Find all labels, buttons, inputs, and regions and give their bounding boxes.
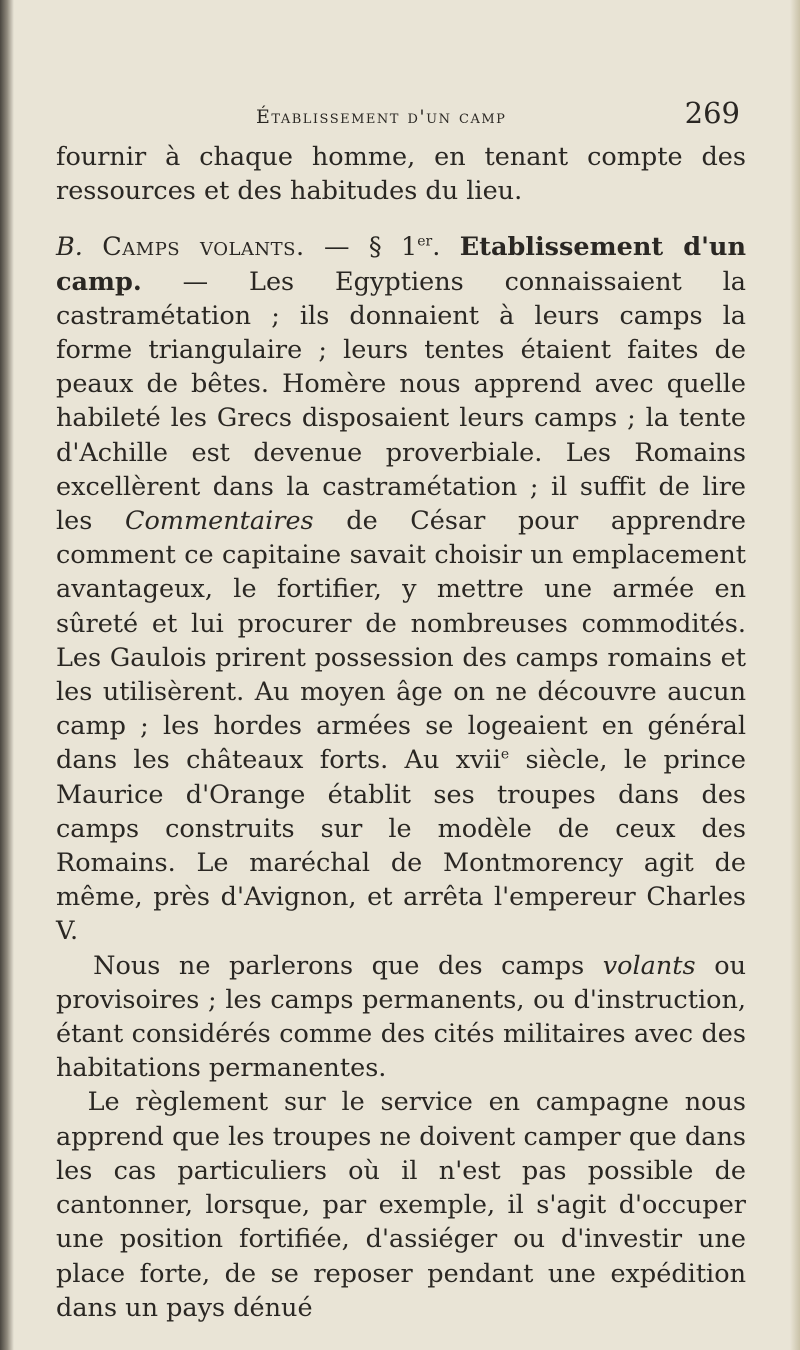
commentaires-title: Commentaires (124, 506, 314, 537)
book-page (56, 94, 746, 1325)
section-dash: — § (304, 232, 402, 263)
paragraph-4 (56, 1085, 746, 1324)
paragraph-2-text-a: — Les Egyptiens connaissaient la castramétation ; ils donnaient à leurs camps la forme triangulaire ; leurs tentes étaient faites de peaux de bêtes. Homère nous apprend avec quelle habileté les Grecs disposaient leurs camps ; la tente d'Achille est devenue proverbiale. Les Romains excellèrent dans la castramétation ; il suffit de lire les (56, 266, 746, 537)
paragraph-3-text-b: ou provisoires ; les camps permanents, ou d'instruction, étant considérés comme des cités militaires avec des habitations permanentes. (56, 950, 746, 1084)
paragraph-3 (56, 949, 746, 1086)
running-head (56, 94, 746, 140)
volants-term: volants (602, 950, 696, 981)
section-number-sup: er (417, 233, 433, 250)
body-text (56, 140, 746, 1325)
page-number: 269 (684, 96, 740, 130)
section-number: 1 (401, 232, 418, 263)
section-title: Etablissement d'un camp. (56, 232, 747, 297)
paragraph-2-text-b: de César pour apprendre comment ce capitaine savait choisir un emplacement avantageux, le fortifier, y mettre une armée en sûreté et lui procurer de nombreuses commodités. Les Gaulois prirent possession des camps romains et les utilisèrent. Au moyen âge on ne découvre aucun camp ; les hordes armées se logeaient en général dans les châteaux forts. Au xvii (56, 506, 746, 776)
page-edge-shadow (0, 0, 14, 1350)
paragraph-4-text: Le règlement sur le service en campagne nous apprend que les troupes ne doivent camper que dans les cas particuliers où il n'est pas possible de cantonner, lorsque, par exemple, il s'agit d'occuper une position fortifiée, d'assiéger ou d'investir une place forte, de se reposer pendant une expédition dans un pays dénué (56, 1087, 746, 1323)
paragraph-3-text-a: Nous ne parlerons que des camps (93, 950, 603, 981)
page-edge-right (790, 0, 800, 1350)
paragraph-1: fournir à chaque homme, en tenant compte des ressources et des habitudes du lieu. (56, 142, 746, 207)
section-heading: Camps volants. (102, 232, 305, 263)
paragraph-2-text-c: siècle, le prince Maurice d'Orange établit ses troupes dans des camps construits sur le modèle de ceux des Romains. Le maréchal de Montmorency agit de même, près d'Avignon, et arrêta l'empereur Charles V. (56, 745, 746, 947)
century-sup: e (500, 746, 510, 763)
section-letter: B. (56, 232, 83, 263)
paragraph-2: B. Camps volants. — § 1er. Etablissement d'un camp. — Les Egyptiens connaissaient la castramétation ; ils donnaient à leurs camps la forme triangulaire ; leurs tentes étaient faites de peaux de bêtes. Homère nous apprend avec quelle habileté les Grecs disposaient leurs camps ; la tente d'Achille est devenue proverbiale. Les Romains excellèrent dans la castramétation ; il suffit de lire les Commentaires de César pour apprendre comment ce capitaine savait choisir un emplacement avantageux, le fortifier, y mettre une armée en sûreté et lui procurer de nombreuses commodités. Les Gaulois prirent possession des camps romains et les utilisèrent. Au moyen âge on ne découvre aucun camp ; les hordes armées se logeaient en général dans les châteaux forts. Au xvii$^e$ siècle, le prince Maurice d'Orange établit ses troupes dans des camps construits sur le modèle de ceux des Romains. Le maréchal de Montmorency agit de même, près d'Avignon, et arrêta l'empereur Charles V. (56, 232, 747, 947)
running-title: Établissement d'un camp (256, 106, 507, 128)
